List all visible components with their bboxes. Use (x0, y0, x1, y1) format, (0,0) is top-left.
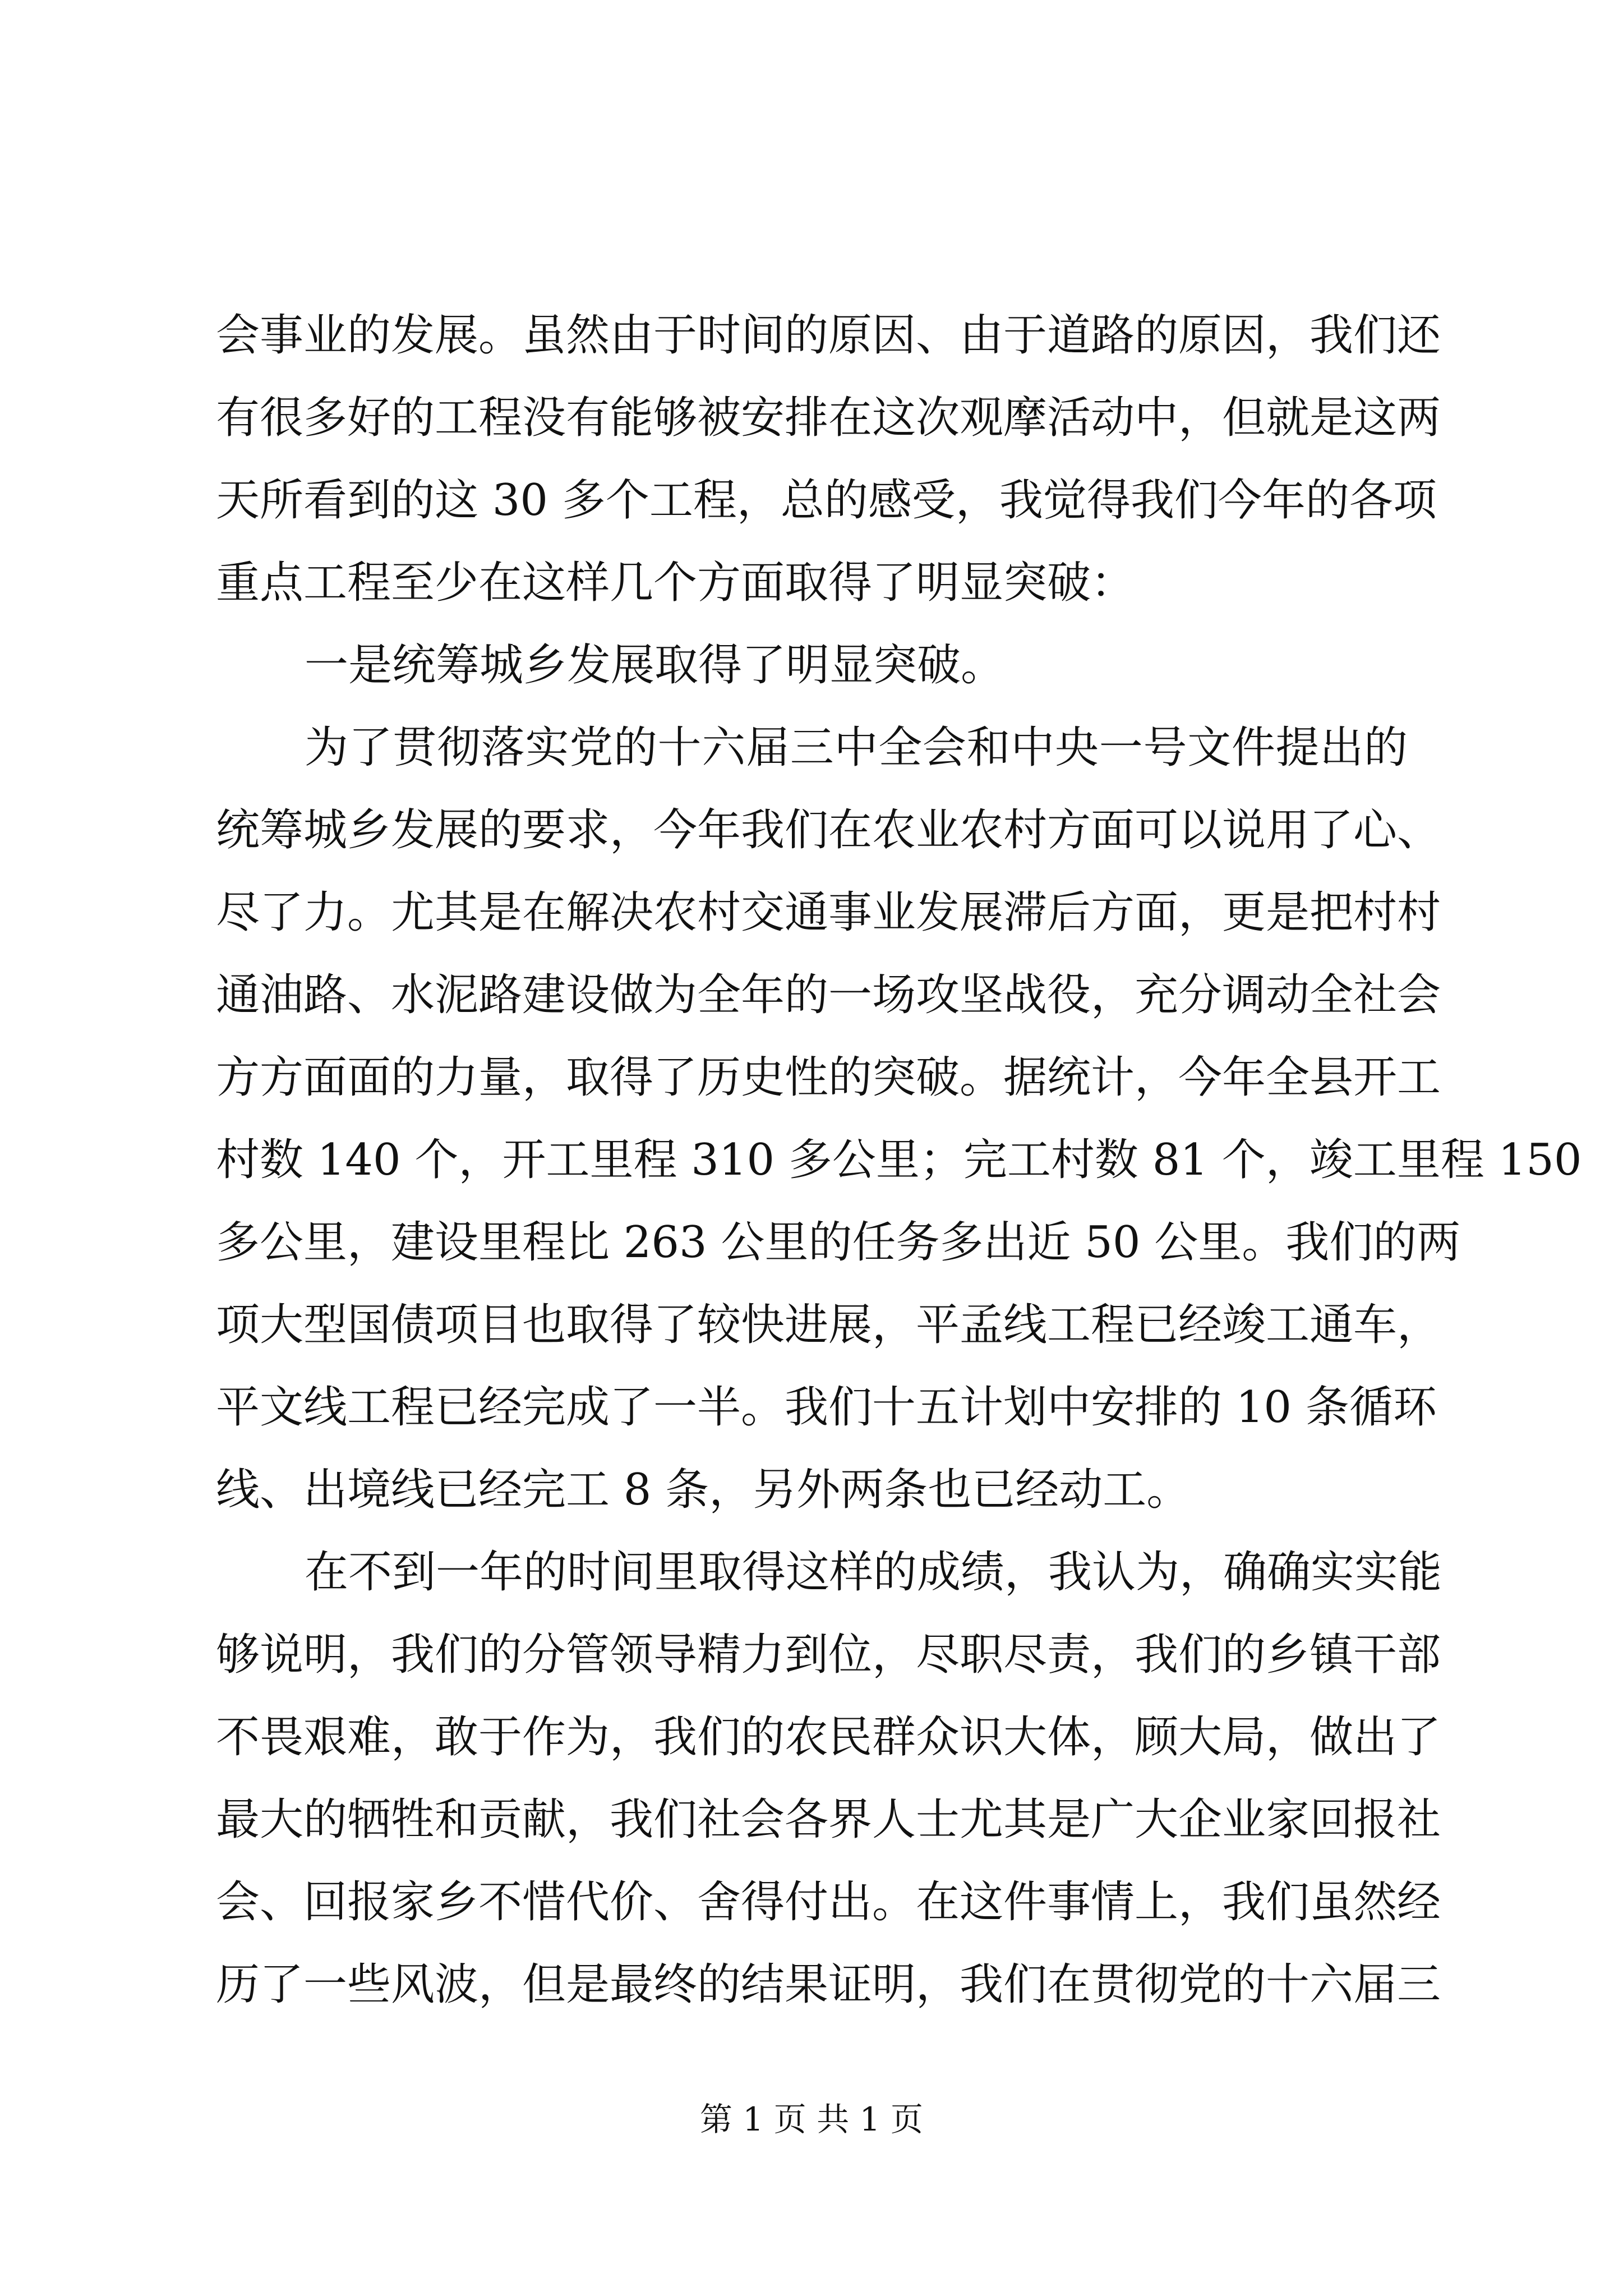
text-line: 够说明，我们的分管领导精力到位，尽职尽责，我们的乡镇干部 (216, 1630, 1441, 1680)
text-line: 通油路、水泥路建设做为全年的一场攻坚战役，充分调动全社会 (216, 970, 1441, 1020)
text-line: 平文线工程已经完成了一半。我们十五计划中安排的 10 条循环 (216, 1382, 1437, 1433)
text-line: 线、出境线已经完工 8 条，另外两条也已经动工。 (216, 1465, 1191, 1515)
text-line: 方方面面的力量，取得了历史性的突破。据统计，今年全县开工 (216, 1052, 1441, 1103)
page-number-label: 第 1 页 共 1 页 (700, 2100, 923, 2138)
text-line: 最大的牺牲和贡献，我们社会各界人士尤其是广大企业家回报社 (216, 1795, 1441, 1845)
text-line: 统筹城乡发展的要求，今年我们在农业农村方面可以说用了心、 (216, 805, 1441, 855)
text-line: 历了一些风波，但是最终的结果证明，我们在贯彻党的十六届三 (216, 1959, 1441, 2010)
text-line: 尽了力。尤其是在解决农村交通事业发展滞后方面，更是把村村 (216, 887, 1441, 938)
text-line: 有很多好的工程没有能够被安排在这次观摩活动中，但就是这两 (216, 393, 1441, 443)
document-body (216, 295, 1582, 2026)
text-line: 会、回报家乡不惜代价、舍得付出。在这件事情上，我们虽然经 (216, 1877, 1441, 1927)
text-line: 天所看到的这 30 多个工程，总的感受，我觉得我们今年的各项 (216, 475, 1437, 526)
text-line: 会事业的发展。虽然由于时间的原因、由于道路的原因，我们还 (216, 310, 1441, 361)
text-line: 多公里，建设里程比 263 公里的任务多出近 50 公里。我们的两 (216, 1217, 1461, 1268)
paragraph-first-line: 为了贯彻落实党的十六届三中全会和中央一号文件提出的 (305, 723, 1408, 773)
section-heading: 一是统筹城乡发展取得了明显突破。 (305, 640, 1005, 691)
page-footer (0, 2097, 1623, 2142)
paragraph-first-line: 在不到一年的时间里取得这样的成绩，我认为，确确实实能 (305, 1547, 1442, 1598)
text-line: 不畏艰难，敢于作为，我们的农民群众识大体，顾大局，做出了 (216, 1712, 1441, 1763)
text-line: 村数 140 个，开工里程 310 多公里；完工村数 81 个，竣工里程 150 (216, 1135, 1582, 1185)
text-line: 项大型国债项目也取得了较快进展，平孟线工程已经竣工通车， (216, 1300, 1441, 1350)
text-line: 重点工程至少在这样几个方面取得了明显突破： (216, 558, 1135, 608)
